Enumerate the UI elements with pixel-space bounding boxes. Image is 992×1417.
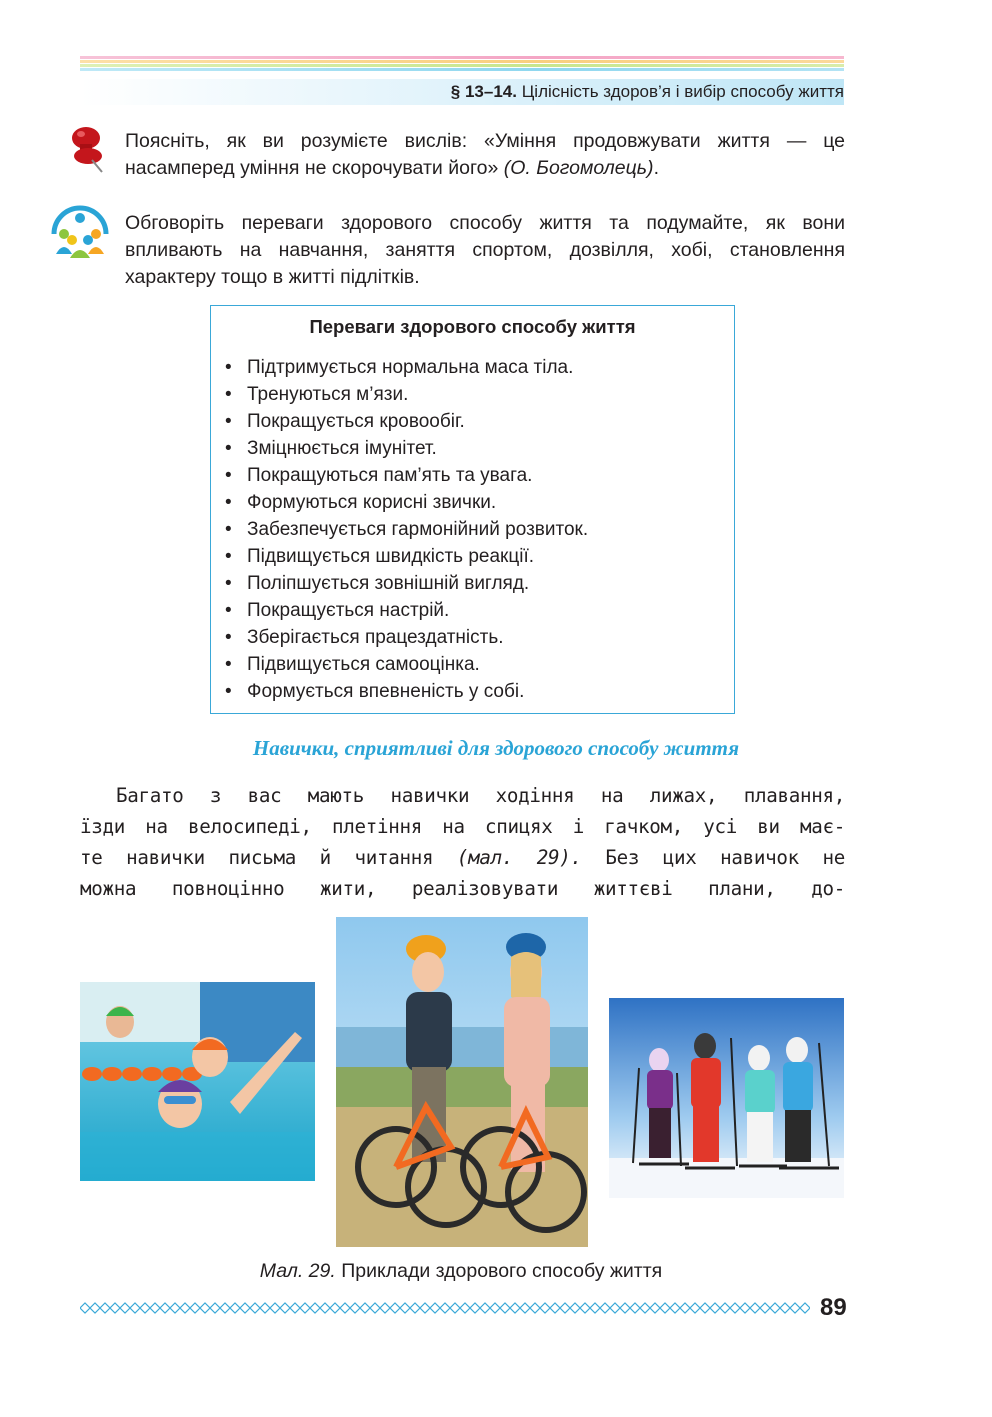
list-item [225, 543, 588, 570]
body-line: їзди на велосипеді, плетіння на спицях і гачком, усі ви має- [80, 815, 845, 838]
bullet: • [225, 654, 232, 675]
figure-reference: (мал. 29). [456, 846, 582, 869]
list-item-text: Покращуються пам’ять та увага. [247, 465, 533, 486]
body-line: можна повноцінно жити, реалізовувати життєві плани, до- [80, 877, 845, 900]
list-item-text: Зміцнюється імунітет. [247, 438, 437, 459]
task-1-end: . [653, 157, 659, 179]
caption-label: Мал. 29. [259, 1260, 336, 1282]
running-head [451, 79, 844, 105]
list-item-text: Покращується кровообіг. [247, 411, 465, 432]
header-rainbow-stripes [80, 56, 844, 78]
body-line-3 [80, 842, 845, 873]
section-heading: Навички, сприятливі для здорового способу життя [252, 736, 740, 760]
list-item-text: Зберігається працездатність. [247, 627, 504, 648]
bullet: • [225, 573, 232, 594]
benefits-list [225, 354, 588, 705]
benefits-box-title: Переваги здорового способу життя [309, 316, 636, 337]
cycling-photo [336, 917, 588, 1247]
figure-caption [0, 1260, 922, 1283]
list-item [225, 651, 588, 678]
task-1-text: Поясніть, як ви розумієте вислів: «Уміння продовжувати життя — це насамперед уміння не скорочувати його» [125, 130, 845, 179]
list-item-text: Тренуються м’язи. [247, 384, 409, 405]
footer-ornament [80, 1302, 810, 1314]
bullet: • [225, 546, 232, 567]
list-item-text: Покращується настрій. [247, 600, 450, 621]
list-item [225, 435, 588, 462]
list-item-text: Забезпечується гармонійний розвиток. [247, 519, 589, 540]
list-item [225, 516, 588, 543]
list-item-text: Підвищується самооцінка. [247, 654, 480, 675]
list-item [225, 624, 588, 651]
task-explain-quote [125, 128, 845, 182]
list-item [225, 678, 588, 705]
pushpin-icon [66, 124, 110, 174]
bullet: • [225, 627, 232, 648]
bullet: • [225, 681, 232, 702]
body-paragraph [80, 780, 845, 904]
bullet: • [225, 357, 232, 378]
section-title-header: Цілісність здоров’я і вибір способу життя [521, 82, 844, 101]
list-item [225, 381, 588, 408]
skiing-photo [609, 998, 844, 1198]
list-item-text: Підтримується нормальна маса тіла. [247, 357, 574, 378]
bullet: • [225, 384, 232, 405]
body-line-3-end: Без цих навичок не [581, 846, 845, 869]
list-item [225, 597, 588, 624]
list-item-text: Формується впевненість у собі. [247, 681, 525, 702]
bullet: • [225, 600, 232, 621]
quote-author: (О. Богомолець) [503, 157, 654, 179]
bullet: • [225, 465, 232, 486]
caption-text: Приклади здорового способу життя [335, 1260, 663, 1282]
bullet: • [225, 519, 232, 540]
bullet: • [225, 411, 232, 432]
bullet: • [225, 438, 232, 459]
list-item [225, 462, 588, 489]
list-item [225, 489, 588, 516]
bullet: • [225, 492, 232, 513]
list-item [225, 570, 588, 597]
swimming-photo [80, 982, 315, 1181]
page-number: 89 [820, 1294, 847, 1321]
list-item [225, 408, 588, 435]
list-item-text: Формуються корисні звички. [247, 492, 497, 513]
body-line-3-start: те навички письма й читання [80, 846, 457, 869]
section-number: § 13–14. [450, 82, 517, 101]
list-item-text: Поліпшується зовнішній вигляд. [247, 573, 530, 594]
list-item [225, 354, 588, 381]
benefits-box [210, 305, 735, 714]
group-discussion-icon [48, 202, 112, 262]
body-line: Багато з вас мають навички ходіння на лижах, плавання, [116, 784, 845, 807]
task-discuss-benefits: Обговоріть переваги здорового способу життя та подумайте, як вони впливають на навчання, заняття спортом, дозвілля, хобі, становлення характеру тощо в житті підлітків. [125, 212, 845, 288]
list-item-text: Підвищується швидкість реакції. [247, 546, 535, 567]
